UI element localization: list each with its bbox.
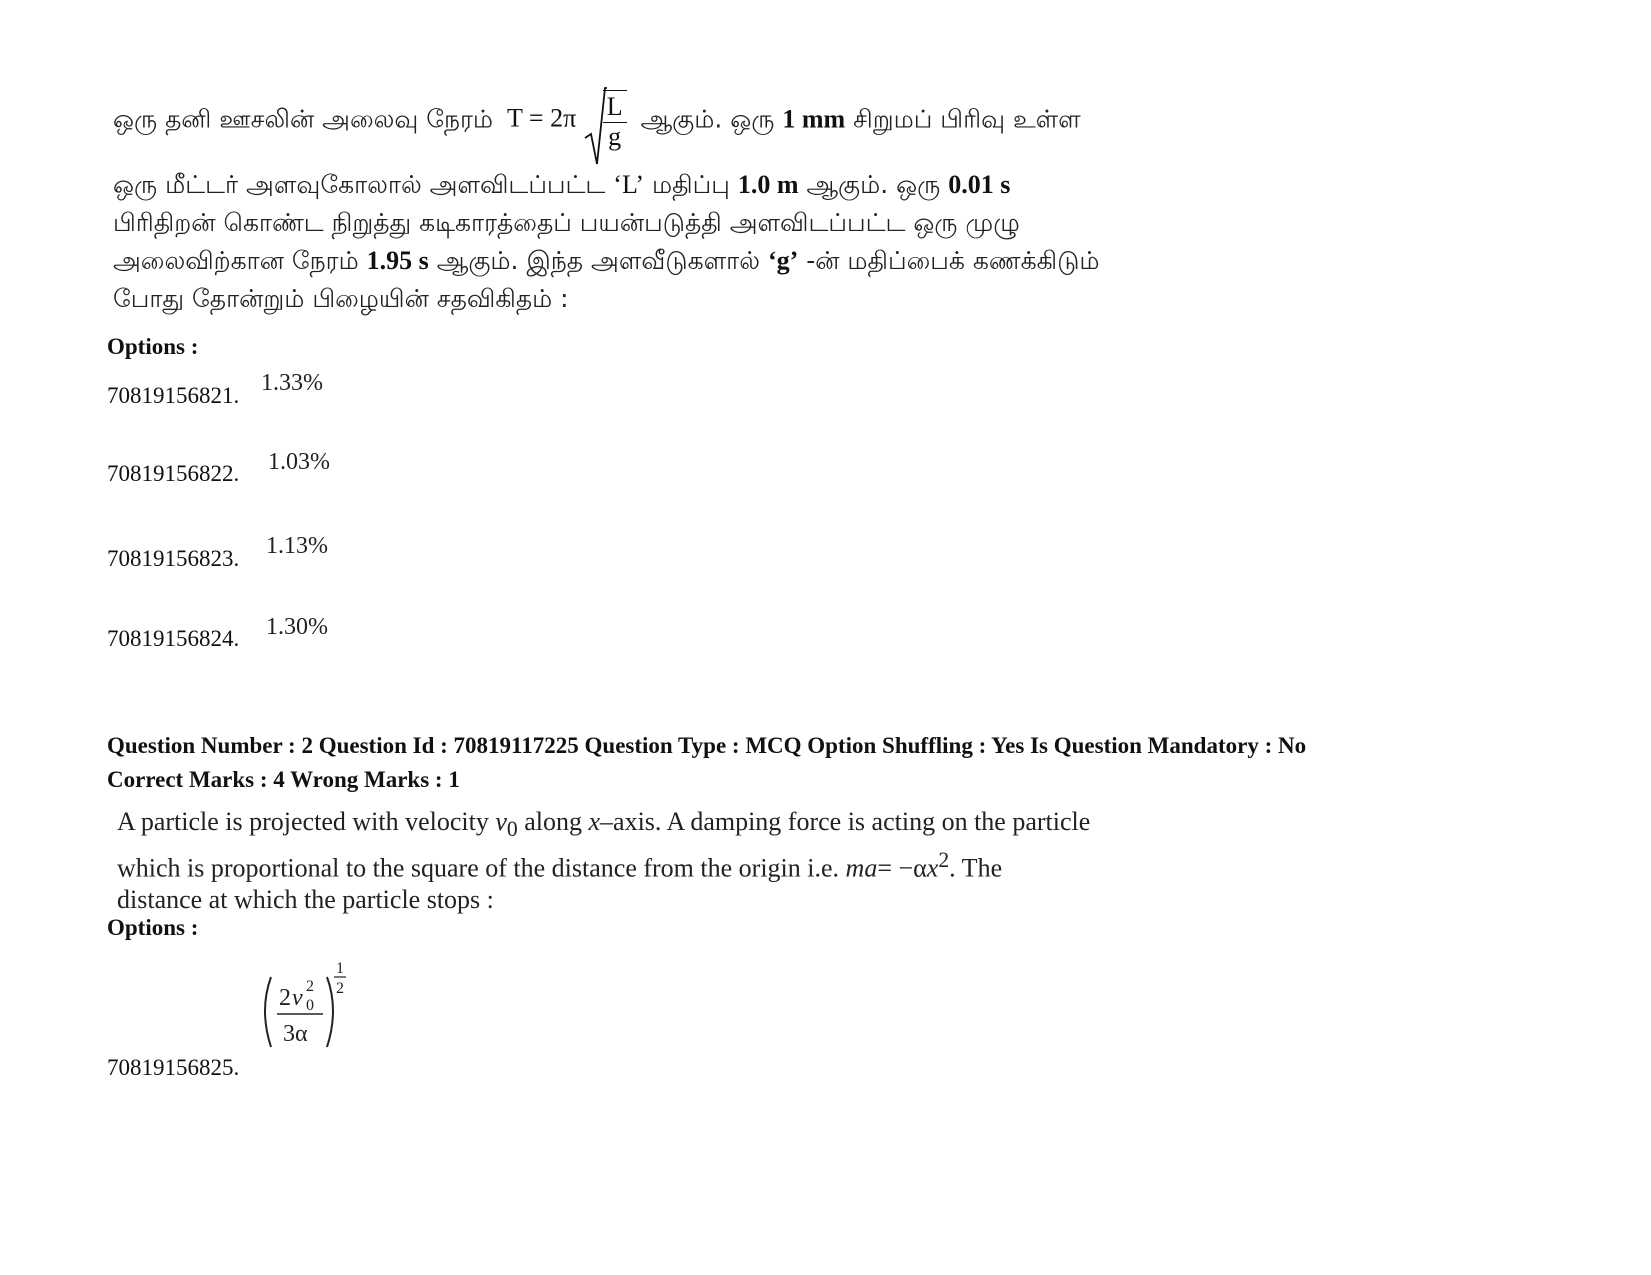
q2-v-sub: 0 — [506, 817, 518, 842]
q2-option-1-id[interactable]: 70819156825. — [107, 1055, 240, 1080]
q2-text-line2 — [117, 845, 1217, 884]
q2-eq: = −α — [877, 853, 927, 883]
q2-x2: x — [926, 853, 939, 883]
right-paren-icon — [327, 977, 333, 1047]
q2-option-1-value[interactable] — [257, 955, 367, 1077]
q1-line4-bold: 1.95 s — [366, 246, 429, 275]
q1-line4 — [113, 246, 1100, 279]
q1-line4-part2: ஆகும். இந்த அளவீடுகளால் — [436, 246, 760, 275]
q1-line1-part3: சிறுமப் பிரிவு உள்ள — [853, 104, 1081, 134]
q1-line1-part1: ஒரு தனி ஊசலின் அலைவு நேரம் — [113, 104, 494, 134]
q2-x: x — [588, 807, 601, 836]
q2-velocity-symbol — [495, 807, 518, 842]
q1-line4-part1: அலைவிற்கான நேரம் — [113, 246, 359, 275]
q2-text-line3: distance at which the particle stops : — [117, 884, 494, 914]
q1-line2-part1: ஒரு மீட்டர் அளவுகோலால் அளவிடப்பட்ட — [113, 170, 606, 199]
q2-ma: ma — [845, 853, 878, 883]
q2-question-text — [117, 806, 1217, 915]
q1-line2-bold: 1.0 m — [737, 170, 799, 199]
pendulum-formula — [507, 90, 627, 151]
q2-opt1-den: 3α — [283, 1021, 308, 1047]
q1-line2-part3: ஆகும். ஒரு — [806, 170, 941, 199]
left-paren-icon — [265, 977, 271, 1047]
q2-meta-line2: Correct Marks : 4 Wrong Marks : 1 — [107, 767, 460, 792]
q1-line4-part3: -ன் மதிப்பைக் கணக்கிடும் — [806, 246, 1100, 275]
q1-option-2-value[interactable]: 1.03% — [268, 449, 330, 475]
q1-line2-part2: மதிப்பு — [652, 170, 730, 199]
q1-line5: போது தோன்றும் பிழையின் சதவிகிதம் : — [113, 284, 569, 313]
q1-option-1-value[interactable]: 1.33% — [261, 370, 323, 396]
q2-text-line1-a: A particle is projected with velocity — [117, 807, 489, 836]
q2-opt1-num-sup: 2 — [306, 978, 314, 995]
formula-denominator: g — [608, 121, 622, 151]
q1-options-label: Options : — [107, 334, 199, 359]
q1-line2-latin: ‘L’ — [613, 170, 645, 199]
q1-option-4-id[interactable]: 70819156824. — [107, 626, 240, 651]
q1-option-3-id[interactable]: 70819156823. — [107, 546, 240, 571]
q1-option-3-value[interactable]: 1.13% — [266, 533, 328, 559]
q1-line2-bold2: 0.01 s — [948, 170, 1011, 199]
q2-option-1-formula — [257, 955, 367, 1070]
q2-meta-line1: Question Number : 2 Question Id : 70819117225 Question Type : MCQ Option Shuffling : Yes Is Question Mandatory : No — [107, 733, 1307, 758]
q1-line2 — [113, 170, 1010, 203]
q1-line1-part2: ஆகும். ஒரு — [640, 104, 775, 134]
q2-opt1-exp-den: 2 — [336, 980, 344, 997]
q2-opt1-num-coef: 2 — [279, 985, 291, 1011]
q2-opt1-num-sub: 0 — [306, 997, 314, 1014]
radical-sign-icon — [583, 86, 607, 166]
formula-lhs: T = 2π — [507, 103, 577, 133]
q2-square: 2 — [938, 848, 950, 873]
q1-line4-latin: ‘g’ — [767, 246, 799, 275]
q1-line1-bold: 1 mm — [782, 104, 846, 134]
q2-text-line2-a: which is proportional to the square of the distance from the origin i.e. — [117, 853, 840, 883]
q2-opt1-num-var: v — [292, 985, 303, 1011]
q2-text-line1-c: –axis. A damping force is acting on the particle — [600, 807, 1091, 836]
q1-option-4-value[interactable]: 1.30% — [266, 614, 328, 640]
q1-line1 — [113, 90, 1081, 151]
q2-v: v — [495, 807, 507, 836]
q2-text-line2-b: . The — [949, 853, 1003, 883]
q1-option-2-id[interactable]: 70819156822. — [107, 461, 240, 486]
formula-numerator: L — [603, 93, 627, 123]
q1-option-1-id[interactable]: 70819156821. — [107, 383, 240, 408]
q2-opt1-exp-num: 1 — [336, 960, 344, 977]
q2-text-line1-b: along — [524, 807, 582, 836]
q2-options-label: Options : — [107, 915, 199, 940]
square-root — [583, 90, 627, 151]
q2-text-line1 — [117, 806, 1217, 845]
q1-line3: பிரிதிறன் கொண்ட நிறுத்து கடிகாரத்தைப் பயன்படுத்தி அளவிடப்பட்ட ஒரு முழு — [113, 208, 1020, 237]
